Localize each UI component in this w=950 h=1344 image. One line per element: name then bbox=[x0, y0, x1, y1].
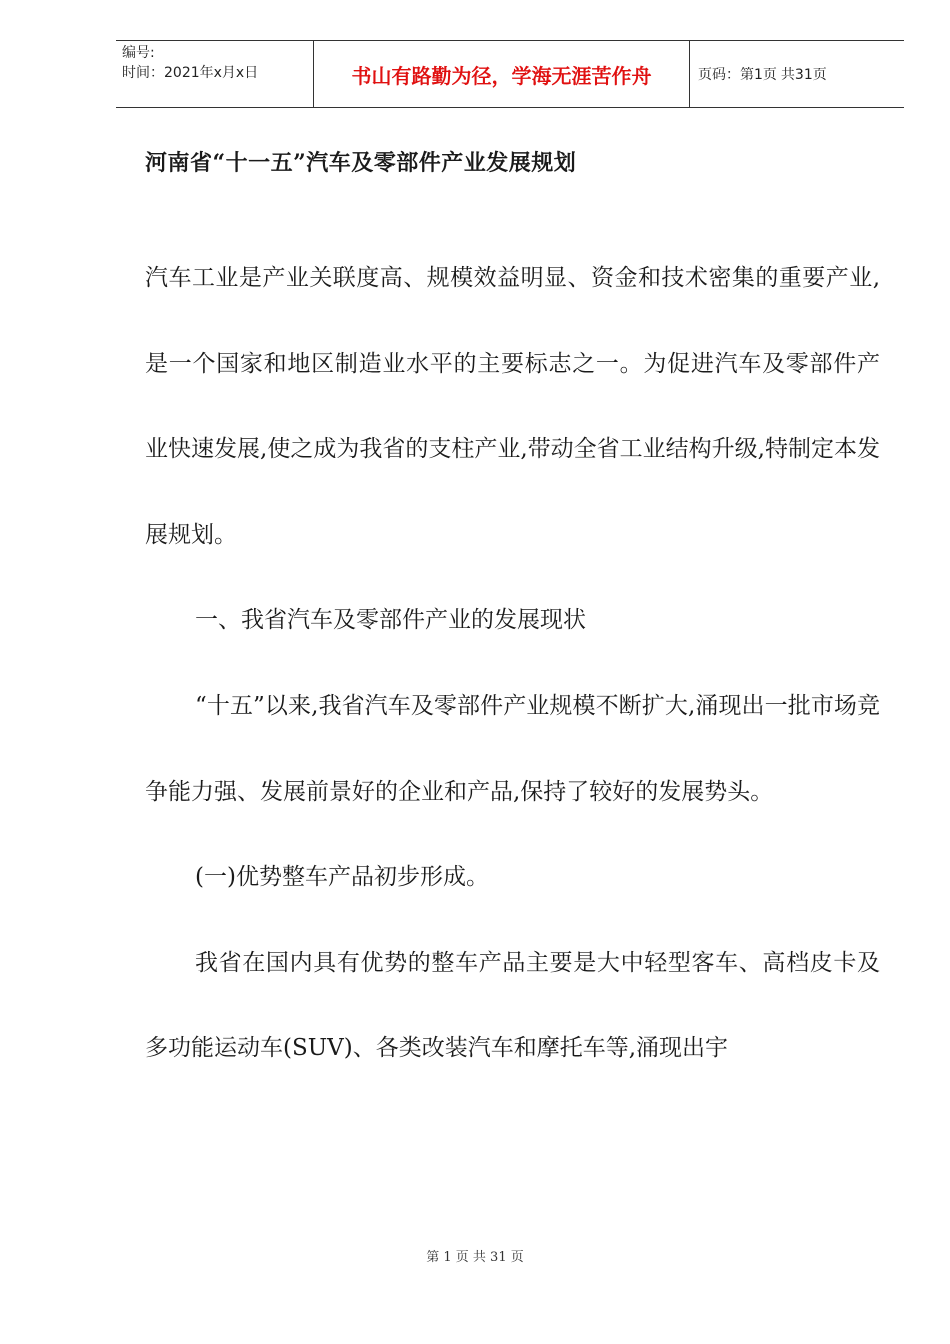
page-header bbox=[116, 40, 904, 108]
document-title: 河南省“十一五”汽车及零部件产业发展规划 bbox=[145, 150, 577, 176]
document-body bbox=[145, 236, 880, 1092]
document-date-label: 时间：2021年x月x日 bbox=[122, 65, 259, 81]
header-meta bbox=[116, 41, 314, 107]
intro-paragraph: 汽车工业是产业关联度高、规模效益明显、资金和技术密集的重要产业,是一个国家和地区制造业水平的主要标志之一。为促进汽车及零部件产业快速发展,使之成为我省的支柱产业,带动全省工业结构升级,特制定本发展规划。 bbox=[145, 265, 880, 548]
page-footer: 第 1 页 共 31 页 bbox=[426, 1250, 524, 1265]
document-number-label: 编号: bbox=[122, 45, 155, 61]
body-paragraph: 我省在国内具有优势的整车产品主要是大中轻型客车、高档皮卡及多功能运动车(SUV)、各类改装汽车和摩托车等,涌现出宇 bbox=[145, 949, 880, 1062]
section-heading-1: 一、我省汽车及零部件产业的发展现状 bbox=[195, 607, 586, 634]
header-page-total: 共31页 bbox=[780, 67, 827, 83]
header-page-info bbox=[690, 41, 904, 107]
header-motto: 书山有路勤为径，学海无涯苦作舟 bbox=[314, 41, 690, 107]
subsection-heading-1: (一)优势整车产品初步形成。 bbox=[195, 864, 489, 891]
header-page-number: 页码：第1页 bbox=[698, 67, 777, 83]
body-paragraph: “十五”以来,我省汽车及零部件产业规模不断扩大,涌现出一批市场竞争能力强、发展前景好的企业和产品,保持了较好的发展势头。 bbox=[145, 692, 880, 805]
